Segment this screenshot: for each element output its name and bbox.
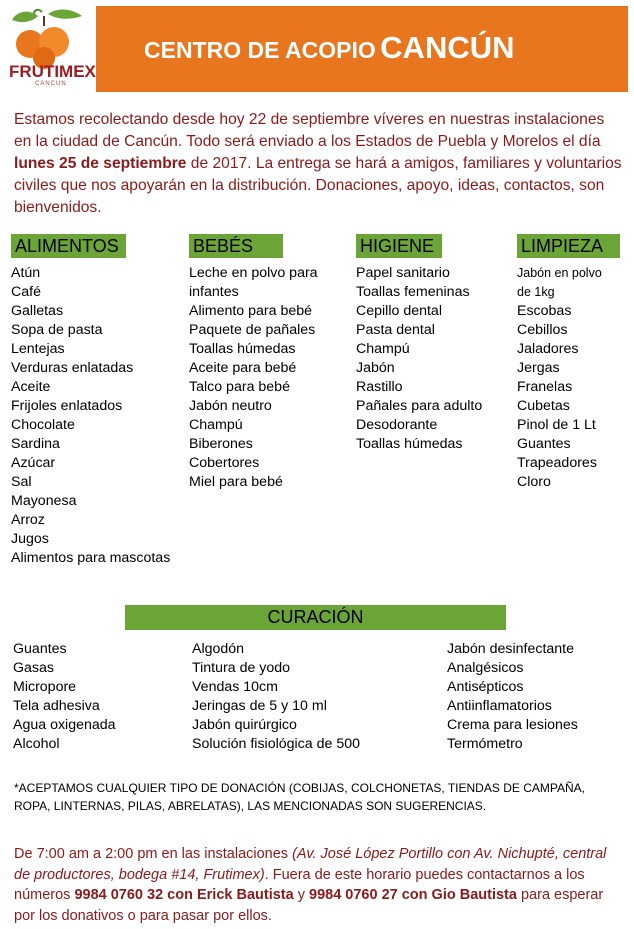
bebes-heading: BEBÉS	[189, 234, 283, 258]
footer-contact-2: 9984 0760 27 con Gio Bautista	[309, 887, 517, 903]
list-item: Jabón desinfectante	[447, 641, 574, 657]
intro-text-1: Estamos recolectando desde hoy 22 de septiembre víveres en nuestras instalaciones en la ciudad de Cancún. Todo será enviado a los Estados de Puebla y Morelos el día	[14, 111, 605, 150]
limpieza-list-rest	[517, 302, 622, 492]
alimentos-list	[11, 264, 181, 568]
list-item: Crema para lesiones	[447, 717, 578, 733]
list-item: Franelas	[517, 379, 573, 395]
list-item: Micropore	[13, 679, 77, 695]
list-item: Sal	[11, 474, 32, 490]
list-item: Tintura de yodo	[192, 660, 291, 676]
curacion-list-2	[192, 640, 432, 754]
list-item: Termómetro	[447, 736, 523, 752]
curacion-column-2	[192, 640, 432, 754]
list-item: Guantes	[13, 641, 67, 657]
footer-hours: De 7:00 am a 2:00 pm en las instalaciones	[14, 846, 293, 862]
list-item: Leche en polvo para infantes	[189, 265, 318, 300]
list-item: Azúcar	[11, 455, 56, 471]
donation-note: *ACEPTAMOS CUALQUIER TIPO DE DONACIÓN (COBIJAS, COLCHONETAS, TIENDAS DE CAMPAÑA, ROPA, LINTERNAS, PILAS, ABRELATAS), LAS MENCIONADAS SON SUGERENCIAS.	[14, 781, 585, 813]
list-item: Tela adhesiva	[13, 698, 100, 714]
footer-address: (Av. José López Portillo con Av. Nichupté, central de productores, bodega #14, Frutimex)	[14, 846, 607, 883]
higiene-list	[356, 264, 506, 454]
list-item: Antiinflamatorios	[447, 698, 552, 714]
list-item: Cloro	[517, 474, 551, 490]
list-item: Toallas húmedas	[189, 341, 296, 357]
list-item: Jaladores	[517, 341, 579, 357]
list-item: Cebillos	[517, 322, 568, 338]
title-banner	[96, 6, 628, 92]
list-item: Solución fisiológica de 500	[192, 736, 360, 752]
list-item: Analgésicos	[447, 660, 524, 676]
list-item: Café	[11, 284, 41, 300]
list-item: Pasta dental	[356, 322, 435, 338]
bebes-list	[189, 264, 349, 492]
list-item: Antisépticos	[447, 679, 524, 695]
list-item: Cubetas	[517, 398, 570, 414]
list-item: Champú	[189, 417, 243, 433]
list-item: Desodorante	[356, 417, 438, 433]
limpieza-heading: LIMPIEZA	[517, 234, 620, 258]
footer-and: y	[293, 887, 310, 903]
intro-paragraph	[14, 109, 624, 219]
footer-closing: para esperar por los donativos o para pasar por ellos.	[14, 887, 604, 924]
list-item: Cobertores	[189, 455, 260, 471]
list-item: Papel sanitario	[356, 265, 450, 281]
list-item: Escobas	[517, 303, 572, 319]
list-item: Gasas	[13, 660, 55, 676]
list-item: Frijoles enlatados	[11, 398, 123, 414]
footer-after-hours: . Fuera de este horario puedes contactarnos a los números	[14, 866, 585, 903]
curacion-list-3	[447, 640, 627, 754]
list-item: Alcohol	[13, 736, 60, 752]
list-item: Lentejas	[11, 341, 65, 357]
limpieza-list	[517, 264, 622, 302]
intro-text-2: de 2017. La entrega se hará a amigos, familiares y voluntarios civiles que nos apoyarán en la distribución. Donaciones, apoyo, ideas, contactos, son bienvenidos.	[14, 155, 622, 216]
list-item: Jabón neutro	[189, 398, 272, 414]
bebes-column	[189, 234, 349, 492]
list-item: Vendas 10cm	[192, 679, 278, 695]
list-item: Jeringas de 5 y 10 ml	[192, 698, 327, 714]
higiene-column	[356, 234, 506, 454]
header	[0, 0, 634, 100]
list-item: Aceite para bebé	[189, 360, 297, 376]
list-item: Pañales para adulto	[356, 398, 483, 414]
curacion-heading: CURACIÓN	[125, 605, 506, 630]
alimentos-column	[11, 234, 181, 568]
limpieza-column	[517, 234, 622, 492]
list-item: Agua oxigenada	[13, 717, 116, 733]
list-item: Talco para bebé	[189, 379, 290, 395]
list-item: Cepillo dental	[356, 303, 442, 319]
alimentos-heading: ALIMENTOS	[11, 234, 126, 258]
list-item: Jabón quirúrgico	[192, 717, 297, 733]
list-item: Verduras enlatadas	[11, 360, 134, 376]
list-item: Pinol de 1 Lt	[517, 417, 596, 433]
footer-paragraph	[14, 844, 626, 926]
list-item: Jabón	[356, 360, 395, 376]
title-prefix: CENTRO DE ACOPIO	[144, 37, 376, 63]
list-item: Alimentos para mascotas	[11, 550, 171, 566]
list-item: Rastillo	[356, 379, 403, 395]
list-item: Alimento para bebé	[189, 303, 313, 319]
list-item: Toallas húmedas	[356, 436, 463, 452]
list-item: Aceite	[11, 379, 51, 395]
page-title	[144, 30, 515, 66]
list-item: Algodón	[192, 641, 245, 657]
curacion-column-3	[447, 640, 627, 754]
curacion-list-1	[13, 640, 183, 754]
logo-text: FRUTIMEX	[9, 62, 96, 81]
intro-date: lunes 25 de septiembre	[14, 155, 187, 172]
footer-contact-1: 9984 0760 32 con Erick Bautista	[74, 887, 294, 903]
list-item: Jabón en polvo de 1kg	[517, 266, 602, 299]
title-city: CANCÚN	[380, 30, 515, 65]
curacion-column-1	[13, 640, 183, 754]
list-item: Mayonesa	[11, 493, 77, 509]
list-item: Champú	[356, 341, 410, 357]
list-item: Trapeadores	[517, 455, 597, 471]
logo-subtext: CANCUN	[35, 81, 67, 87]
list-item: Arroz	[11, 512, 45, 528]
higiene-heading: HIGIENE	[356, 234, 442, 258]
list-item: Jergas	[517, 360, 560, 376]
list-item: Biberones	[189, 436, 253, 452]
list-item: Chocolate	[11, 417, 75, 433]
list-item: Toallas femeninas	[356, 284, 470, 300]
list-item: Galletas	[11, 303, 64, 319]
list-item: Guantes	[517, 436, 571, 452]
list-item: Jugos	[11, 531, 49, 547]
list-item: Sopa de pasta	[11, 322, 103, 338]
list-item: Atún	[11, 265, 41, 281]
list-item: Sardina	[11, 436, 60, 452]
list-item: Paquete de pañales	[189, 322, 316, 338]
list-item: Miel para bebé	[189, 474, 283, 490]
